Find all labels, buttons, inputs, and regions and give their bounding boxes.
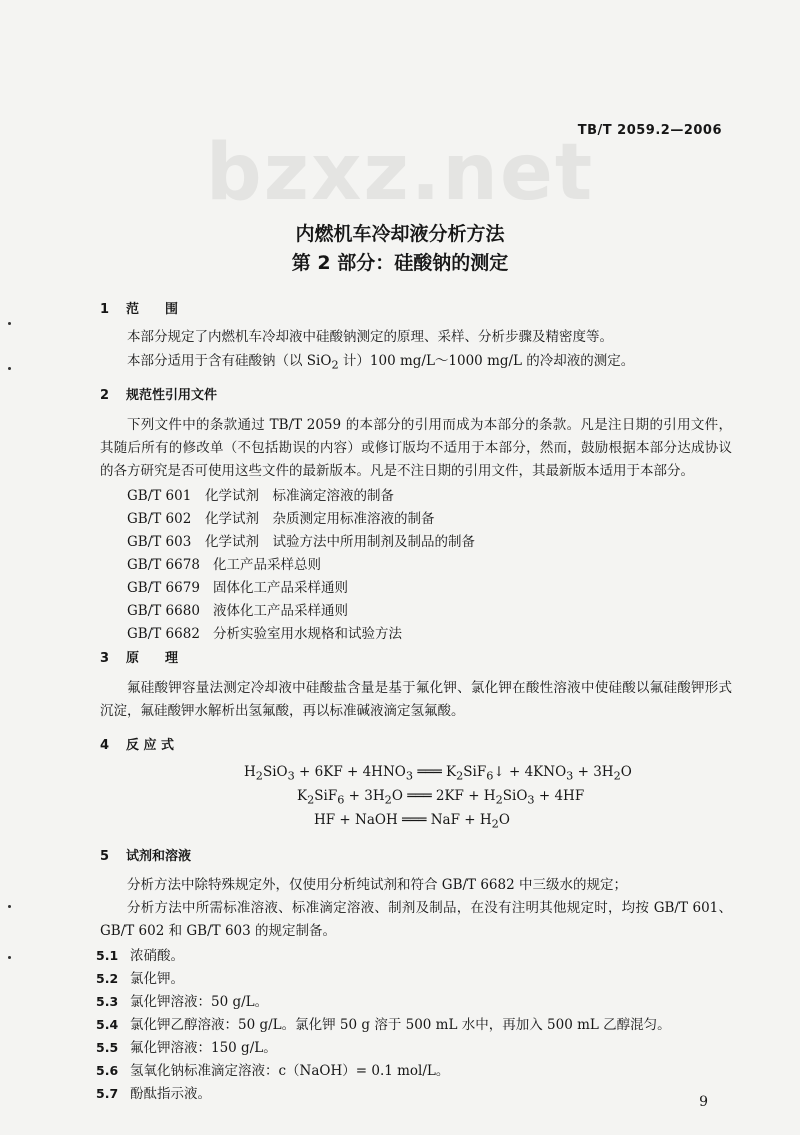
reagent-number: 5.6 <box>96 1063 119 1078</box>
reference-item <box>127 576 348 596</box>
precipitate-arrow-icon: ↓ <box>493 764 505 780</box>
margin-speck <box>8 322 11 325</box>
section-heading-reactions <box>100 734 174 753</box>
reference-code: GB/T 6682 <box>127 626 200 642</box>
eq-subscript: 2 <box>307 793 315 807</box>
equation-1 <box>244 764 632 783</box>
equation-3 <box>314 812 510 831</box>
section-number: 2 <box>100 388 110 403</box>
reference-code: GB/T 6678 <box>127 557 200 573</box>
reference-title: 化学试剂 标准滴定溶液的制备 <box>205 488 394 504</box>
subscript: 2 <box>331 358 339 372</box>
eq-subscript: 2 <box>491 817 499 831</box>
section-title: 试剂和溶液 <box>126 849 192 864</box>
margin-speck <box>8 905 11 908</box>
reagent-item <box>96 1013 671 1033</box>
reference-item <box>127 507 435 527</box>
reagent-number: 5.5 <box>96 1040 119 1055</box>
section-heading-scope <box>100 298 178 317</box>
reference-title: 液体化工产品采样通则 <box>213 603 348 619</box>
eq-term: SiF <box>463 764 487 780</box>
eq-subscript: 3 <box>566 769 574 783</box>
reference-item <box>127 622 402 642</box>
eq-term: K <box>446 764 457 780</box>
section-heading-normative-references <box>100 384 217 403</box>
eq-term: O <box>498 812 510 828</box>
reference-item <box>127 530 475 550</box>
reference-code: GB/T 603 <box>127 534 192 550</box>
section-heading-principle <box>100 647 178 666</box>
eq-term: SiF <box>314 788 338 804</box>
reference-code: GB/T 6680 <box>127 603 200 619</box>
eq-subscript: 2 <box>495 793 503 807</box>
principle-paragraph: 氟硅酸钾容量法测定冷却液中硅酸盐含量是基于氟化钾、氯化钾在酸性溶液中使硅酸以氟硅酸钾形式沉淀，氟硅酸钾水解析出氢氟酸，再以标准碱液滴定氢氟酸。 <box>100 680 732 719</box>
eq-term: O <box>620 764 632 780</box>
reagent-number: 5.2 <box>96 971 119 986</box>
page-number: 9 <box>699 1094 708 1110</box>
reference-title: 分析实验室用水规格和试验方法 <box>213 626 402 642</box>
reagent-item <box>96 1059 449 1079</box>
eq-term: NaF + H <box>430 812 492 828</box>
reference-item <box>127 553 321 573</box>
standard-number: TB/T 2059.2—2006 <box>577 123 722 138</box>
reagent-item <box>96 944 184 964</box>
reagent-text: 酚酞指示液。 <box>130 1086 211 1102</box>
eq-term: HF + NaOH <box>314 812 398 828</box>
reference-title: 化工产品采样总则 <box>213 557 321 573</box>
section-title: 规范性引用文件 <box>126 388 218 403</box>
reagent-item <box>96 967 184 987</box>
section-title: 范 围 <box>126 302 179 317</box>
document-title: 内燃机车冷却液分析方法 <box>295 223 505 245</box>
reaction-equals-sign: ═══ <box>402 812 427 828</box>
eq-subscript: 3 <box>405 769 414 783</box>
watermark-text: bzxz.net <box>205 128 595 218</box>
reagent-number: 5.1 <box>96 948 119 963</box>
section-number: 3 <box>100 651 110 666</box>
reagent-text: 氯化钾。 <box>130 971 184 987</box>
section-title: 原 理 <box>126 651 179 666</box>
reagent-number: 5.7 <box>96 1086 119 1101</box>
eq-subscript: 2 <box>255 769 263 783</box>
reagents-paragraph-1: 分析方法中除特殊规定外，仅使用分析纯试剂和符合 GB/T 6682 中三级水的规定； <box>127 877 627 893</box>
reference-item <box>127 599 348 619</box>
eq-subscript: 6 <box>486 769 494 783</box>
eq-term: + 3H <box>344 788 385 804</box>
eq-term: + 6KF + 4HNO <box>294 764 406 780</box>
reagent-item <box>96 990 268 1010</box>
reaction-equals-sign: ═══ <box>407 788 432 804</box>
scope-paragraph-1: 本部分规定了内燃机车冷却液中硅酸钠测定的原理、采样、分析步骤及精密度等。 <box>127 329 613 345</box>
eq-term: 2KF + H <box>435 788 496 804</box>
section-title: 反 应 式 <box>126 738 175 753</box>
section-number: 1 <box>100 302 110 317</box>
section-heading-reagents <box>100 845 191 864</box>
reagent-number: 5.4 <box>96 1017 119 1032</box>
eq-term: H <box>244 764 256 780</box>
reagent-text: 氟化钾溶液：150 g/L。 <box>130 1040 277 1056</box>
eq-term: SiO <box>262 764 288 780</box>
reagents-paragraph-2: 分析方法中所需标准溶液、标准滴定溶液、制剂及制品，在没有注明其他规定时，均按 GB/T 601、GB/T 602 和 GB/T 603 的规定制备。 <box>100 900 732 939</box>
eq-term: + 3H <box>573 764 614 780</box>
reference-code: GB/T 601 <box>127 488 192 504</box>
section-number: 5 <box>100 849 110 864</box>
reagent-item <box>96 1082 211 1102</box>
eq-term: O <box>391 788 403 804</box>
reference-code: GB/T 602 <box>127 511 192 527</box>
document-subtitle: 第 2 部分：硅酸钠的测定 <box>291 252 509 274</box>
eq-subscript: 3 <box>527 793 535 807</box>
reference-title: 化学试剂 杂质测定用标准溶液的制备 <box>205 511 435 527</box>
reagent-number: 5.3 <box>96 994 119 1009</box>
margin-speck <box>8 367 11 370</box>
reference-item <box>127 484 394 504</box>
section-number: 4 <box>100 738 110 753</box>
reference-code: GB/T 6679 <box>127 580 200 596</box>
reagent-text: 氯化钾乙醇溶液：50 g/L。氯化钾 50 g 溶于 500 mL 水中，再加入 500 mL 乙醇混匀。 <box>130 1017 671 1033</box>
eq-term: SiO <box>502 788 528 804</box>
reagent-text: 氯化钾溶液：50 g/L。 <box>130 994 269 1010</box>
reaction-equals-sign: ═══ <box>417 764 442 780</box>
eq-subscript: 2 <box>456 769 464 783</box>
eq-subscript: 2 <box>613 769 621 783</box>
eq-term: + 4KNO <box>504 764 567 780</box>
margin-speck <box>8 956 11 959</box>
reagent-item <box>96 1036 277 1056</box>
scope-text: 计）100 mg/L～1000 mg/L 的冷却液的测定。 <box>338 353 635 369</box>
scope-paragraph-2 <box>127 352 634 375</box>
eq-term: + 4HF <box>534 788 585 804</box>
eq-subscript: 2 <box>384 793 392 807</box>
eq-subscript: 3 <box>287 769 295 783</box>
reagent-text: 浓硝酸。 <box>130 948 184 964</box>
reference-title: 化学试剂 试验方法中所用制剂及制品的制备 <box>205 534 475 550</box>
reference-title: 固体化工产品采样通则 <box>213 580 348 596</box>
eq-term: K <box>297 788 308 804</box>
reagent-text: 氢氧化钠标准滴定溶液：c（NaOH）= 0.1 mol/L。 <box>130 1063 450 1079</box>
equation-2 <box>297 788 584 807</box>
normative-intro-paragraph: 下列文件中的条款通过 TB/T 2059 的本部分的引用而成为本部分的条款。凡是注日期的引用文件，其随后所有的修改单（不包括勘误的内容）或修订版均不适用于本部分，然而，鼓励根据本部分达成协议的各方研究是否可使用这些文件的最新版本。凡是不注日期的引用文件，其最新版本适用于本部分。 <box>100 417 732 479</box>
scope-text: 本部分适用于含有硅酸钠（以 SiO <box>127 353 332 369</box>
eq-subscript: 6 <box>337 793 345 807</box>
